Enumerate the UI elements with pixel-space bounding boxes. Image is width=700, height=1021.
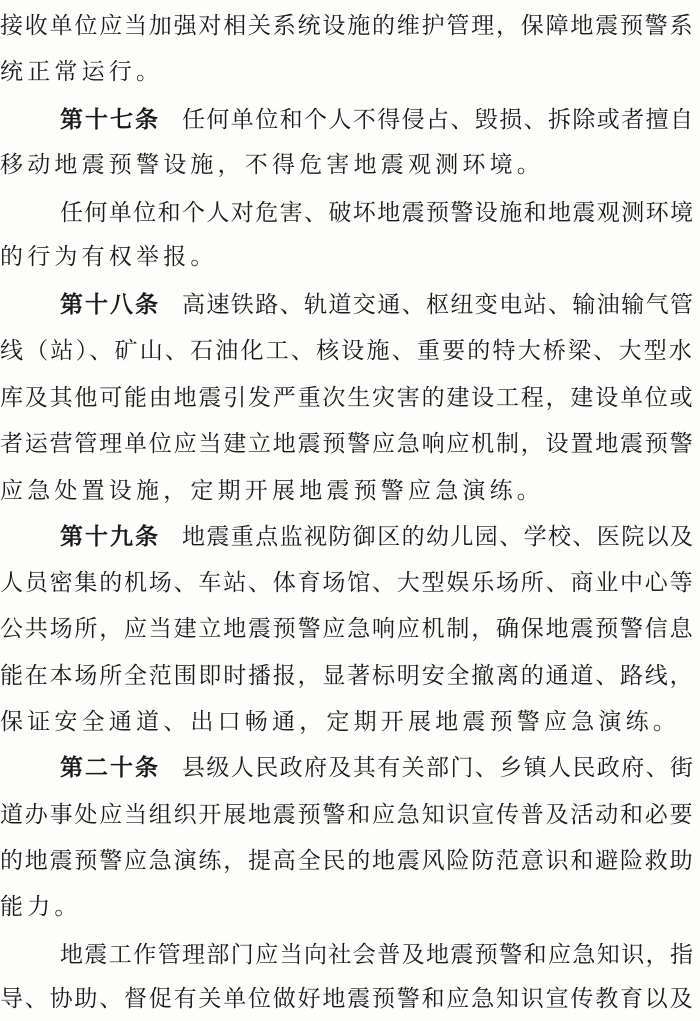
- article-18-heading-line: 第十八条 高速铁路、轨道交通、枢纽变电站、输油输气管: [60, 292, 695, 318]
- article-17-heading-line: 第十七条 任何单位和个人不得侵占、毁损、拆除或者擅自: [60, 107, 695, 133]
- text-line: 库及其他可能由地震引发严重次生灾害的建设工程，建设单位或: [0, 385, 695, 411]
- article-number: 第十八条: [60, 292, 160, 318]
- text-line: 保证安全通道、出口畅通，定期开展地震预警应急演练。: [0, 709, 680, 735]
- text-line: 接收单位应当加强对相关系统设施的维护管理，保障地震预警系: [0, 13, 695, 39]
- text-line: 统正常运行。: [0, 59, 164, 85]
- text-line: 线（站）、矿山、石油化工、核设施、重要的特大桥梁、大型水: [0, 338, 695, 364]
- text-line: 道办事处应当组织开展地震预警和应急知识宣传普及活动和必要: [0, 802, 695, 828]
- text-line: 公共场所，应当建立地震预警应急响应机制，确保地震预警信息: [0, 616, 695, 642]
- article-19-heading-line: 第十九条 地震重点监视防御区的幼儿园、学校、医院以及: [60, 524, 695, 550]
- article-number: 第十七条: [60, 107, 160, 133]
- article-number: 第十九条: [60, 524, 160, 550]
- text-line: 能在本场所全范围即时播报，显著标明安全撤离的通道、路线，: [0, 663, 695, 689]
- text-line: 移动地震预警设施，不得危害地震观测环境。: [0, 152, 544, 178]
- text-line: 导、协助、督促有关单位做好地震预警和应急知识宣传教育以及: [0, 986, 695, 1012]
- text-line: 者运营管理单位应当建立地震预警应急响应机制，设置地震预警: [0, 431, 695, 457]
- article-20-heading-line: 第二十条 县级人民政府及其有关部门、乡镇人民政府、街: [60, 755, 695, 781]
- text-line: 应急处置设施，定期开展地震预警应急演练。: [0, 478, 544, 504]
- article-number: 第二十条: [60, 755, 160, 781]
- text-line: 人员密集的机场、车站、体育场馆、大型娱乐场所、商业中心等: [0, 570, 695, 596]
- text-line: 任何单位和个人对危害、破坏地震预警设施和地震观测环境: [60, 200, 695, 226]
- text-line: 能力。: [0, 894, 82, 920]
- text-line: 的行为有权举报。: [0, 244, 218, 270]
- text-line: 的地震预警应急演练，提高全民的地震风险防范意识和避险救助: [0, 848, 695, 874]
- text-line: 地震工作管理部门应当向社会普及地震预警和应急知识，指: [60, 942, 695, 968]
